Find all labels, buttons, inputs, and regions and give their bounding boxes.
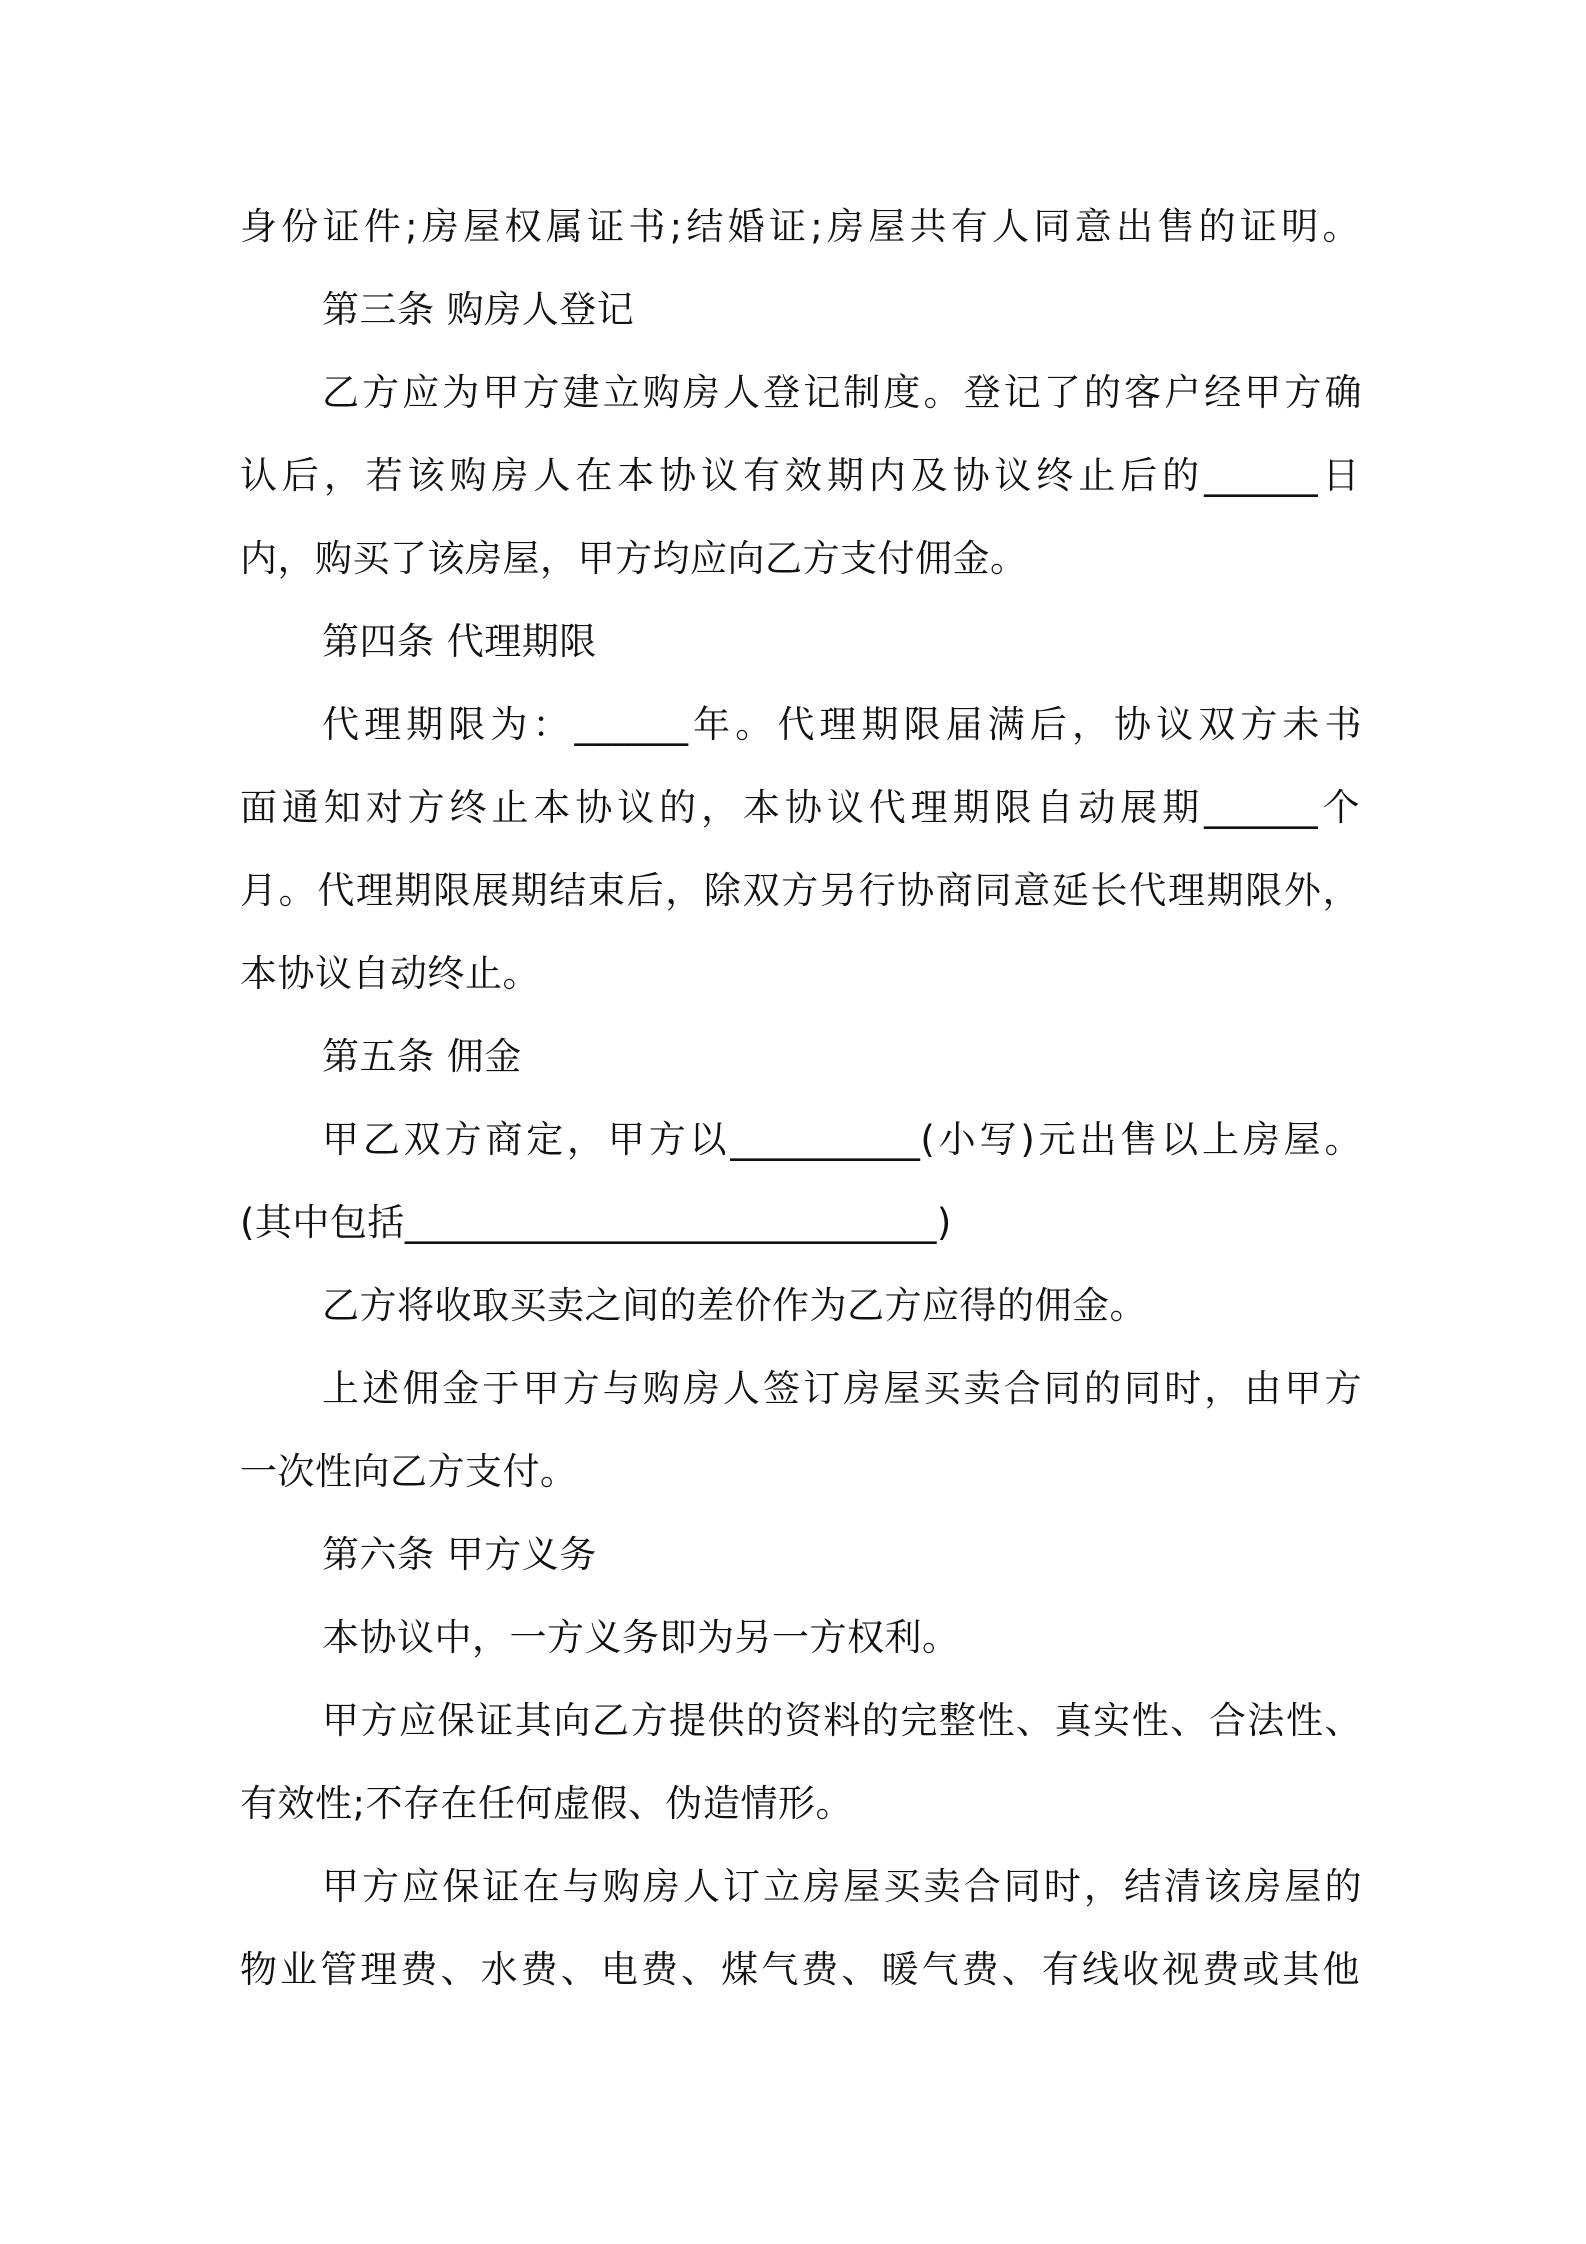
paragraph-line: 代理期限为：______年。代理期限届满后，协议双方未书 xyxy=(322,703,1362,746)
paragraph-line: 本协议自动终止。 xyxy=(240,952,540,995)
paragraph-line: 月。代理期限展期结束后，除双方另行协商同意延长代理期限外， xyxy=(240,869,1360,912)
paragraph-line: 身份证件;房屋权属证书;结婚证;房屋共有人同意出售的证明。 xyxy=(240,205,1360,248)
paragraph-line: 甲方应保证其向乙方提供的资料的完整性、真实性、合法性、 xyxy=(322,1699,1362,1742)
paragraph-line: 乙方将收取买卖之间的差价作为乙方应得的佣金。 xyxy=(322,1284,1147,1327)
paragraph-line: 物业管理费、水费、电费、煤气费、暖气费、有线收视费或其他 xyxy=(240,1948,1360,1991)
paragraph-line: 认后，若该购房人在本协议有效期内及协议终止后的______日 xyxy=(240,454,1360,497)
article-5-heading: 第五条 佣金 xyxy=(322,1035,522,1078)
paragraph-line: 甲乙双方商定，甲方以__________(小写)元出售以上房屋。 xyxy=(322,1118,1362,1161)
article-6-heading: 第六条 甲方义务 xyxy=(322,1533,597,1576)
paragraph-line: 乙方应为甲方建立购房人登记制度。登记了的客户经甲方确 xyxy=(322,371,1362,414)
article-3-heading: 第三条 购房人登记 xyxy=(322,288,635,331)
paragraph-line: 本协议中，一方义务即为另一方权利。 xyxy=(322,1616,960,1659)
paragraph-line: (其中包括____________________________) xyxy=(240,1201,952,1244)
article-4-heading: 第四条 代理期限 xyxy=(322,620,597,663)
paragraph-line: 内，购买了该房屋，甲方均应向乙方支付佣金。 xyxy=(240,537,1028,580)
paragraph-line: 一次性向乙方支付。 xyxy=(240,1450,578,1493)
paragraph-line: 上述佣金于甲方与购房人签订房屋买卖合同的同时，由甲方 xyxy=(322,1367,1362,1410)
paragraph-line: 甲方应保证在与购房人订立房屋买卖合同时，结清该房屋的 xyxy=(322,1865,1362,1908)
paragraph-line: 面通知对方终止本协议的，本协议代理期限自动展期______个 xyxy=(240,786,1360,829)
paragraph-line: 有效性;不存在任何虚假、伪造情形。 xyxy=(240,1782,853,1825)
